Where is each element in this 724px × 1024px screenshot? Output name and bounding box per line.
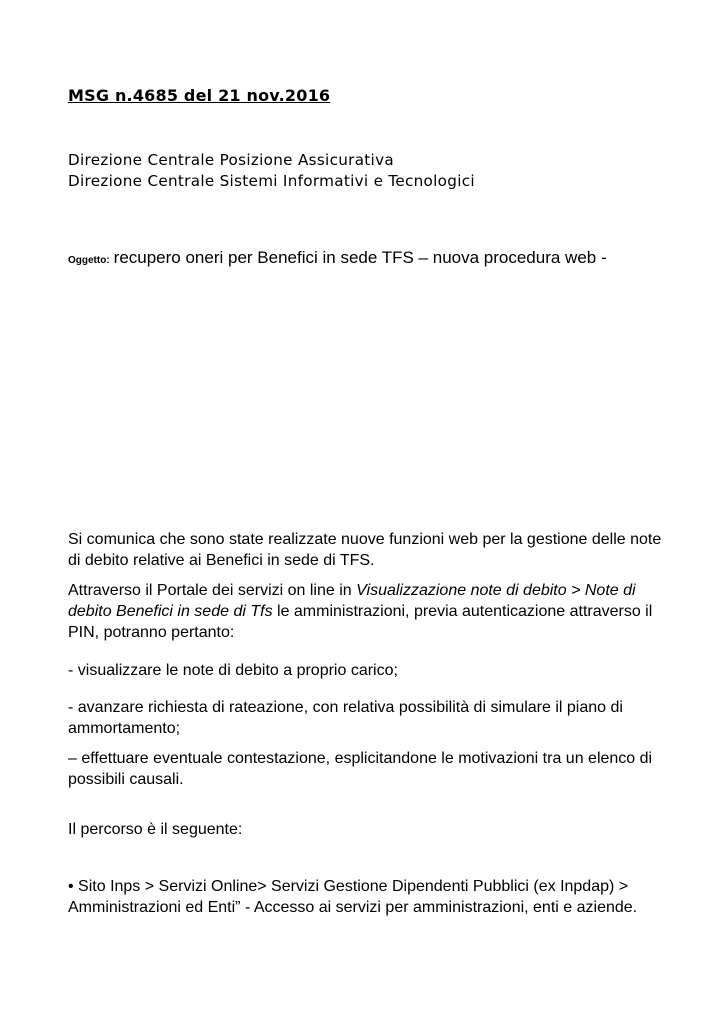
subject-line — [68, 247, 668, 272]
portal-text-before: Attraverso il Portale dei servizi on line in — [68, 582, 357, 599]
list-dash: - — [68, 662, 78, 679]
portal-text-after: le amministrazioni, previa autenticazione attraverso il PIN, potranno pertanto: — [68, 603, 653, 641]
portal-paragraph — [68, 580, 668, 643]
list-item-text: effettuare eventuale contestazione, esplicitandone le motivazioni tra un elenco di possibili causali. — [68, 750, 653, 788]
list-item — [68, 660, 668, 681]
list-item-text: visualizzare le note di debito a proprio carico; — [77, 662, 398, 679]
directorate-1: Direzione Centrale Posizione Assicurativa — [68, 151, 394, 169]
portal-path-italic: Visualizzazione note di debito > Note di debito Benefici in sede di Tfs — [68, 582, 636, 620]
path-intro: Il percorso è il seguente: — [68, 821, 243, 838]
path-text: Sito Inps > Servizi Online> Servizi Gestione Dipendenti Pubblici (ex Inpdap) > Amministrazioni ed Enti” - Accesso ai servizi per amministrazioni, enti e aziende. — [68, 878, 638, 916]
message-title: MSG n.4685 del 21 nov.2016 — [68, 86, 331, 105]
list-dash: – — [68, 750, 82, 767]
list-item — [68, 748, 668, 790]
directorate-2: Direzione Centrale Sistemi Informativi e Tecnologici — [68, 172, 475, 190]
bullet-icon: • — [68, 878, 79, 895]
list-dash: - — [68, 699, 78, 716]
list-item-text: avanzare richiesta di rateazione, con relativa possibilità di simulare il piano di ammortamento; — [68, 699, 623, 737]
path-description — [68, 876, 668, 918]
intro-paragraph: Si comunica che sono state realizzate nuove funzioni web per la gestione delle note di debito relative ai Benefici in sede di TFS. — [68, 531, 662, 569]
subject-label: Oggetto: — [68, 255, 110, 266]
list-item — [68, 697, 668, 739]
subject-text: recupero oneri per Benefici in sede TFS – nuova procedura web - — [113, 248, 607, 267]
